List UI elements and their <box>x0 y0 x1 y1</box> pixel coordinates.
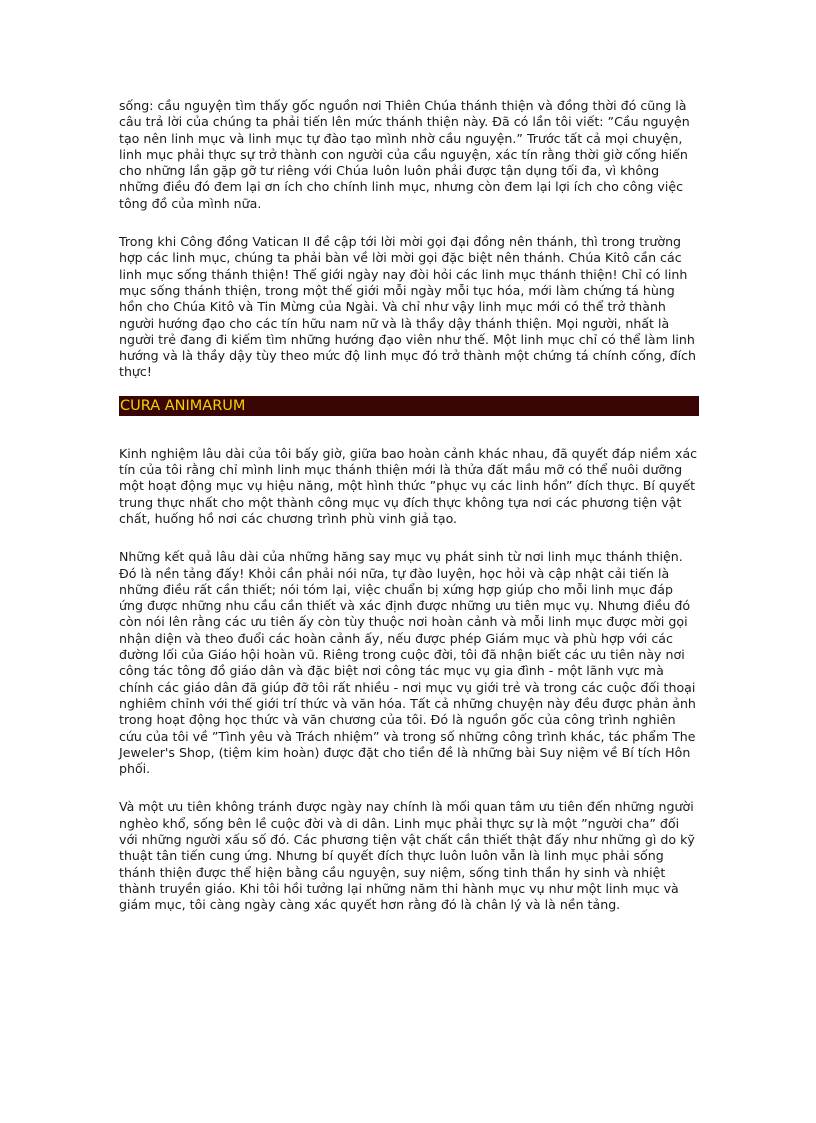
section-gap <box>119 381 699 396</box>
paragraph-poor-priority: Và một ưu tiên không tránh được ngày nay chính là mối quan tâm ưu tiên đến những người nghèo khổ, sống bên lề cuộc đời và di dân. Linh mục phải thực sự là một ”người cha” đối với những người xấu số đó. Các phương tiện vật chất cần thiết thật đấy như những gì do kỹ thuật tân tiến cung ứng. Nhưng bí quyết đích thực luôn luôn vẫn là linh mục phải sống thánh thiện được thể hiện bằng cầu nguyện, suy niệm, sống tinh thần hy sinh và nhiệt thành truyền giáo. Khi tôi hồi tưởng lại những năm thi hành mục vụ như một linh mục và giám mục, tôi càng ngày càng xác quyết hơn rằng đó là chân lý và là nền tảng. <box>119 799 695 913</box>
paragraph-gap <box>119 777 699 799</box>
paragraph-experience: Kinh nghiệm lâu dài của tôi bấy giờ, giữa bao hoàn cảnh khác nhau, đã quyết đáp niềm xác tín của tôi rằng chỉ mình linh mục thánh thiện mới là thửa đất mầu mỡ có thể nuôi dưỡng một hoạt động mục vụ hiệu năng, một hình thức ”phục vụ các linh hồn” đích thực. Bí quyết trung thực nhất cho một thành công mục vụ đích thực không tựa nơi các phương tiện vật chất, huống hồ nơi các chương trình phù vinh giả tạo. <box>119 445 698 526</box>
section-gap <box>119 416 699 446</box>
paragraph-gap <box>119 527 699 549</box>
paragraph-prayer: sống: cầu nguyện tìm thấy gốc nguồn nơi Thiên Chúa thánh thiện và đồng thời đó cũng là câu trả lời của chúng ta phải tiến lên mức thánh thiện này. Đã có lần tôi viết: ”Cầu nguyện tạo nên linh mục và linh mục tự đào tạo mình nhờ cầu nguyện.” Trước tất cả mọi chuyện, linh mục phải thực sự trở thành con người của cầu nguyện, xác tín rằng thời giờ cống hiến cho những lần gặp gỡ tư riêng với Chúa luôn luôn phải được tận dụng tối đa, vì không những điều đó đem lại ơn ích cho chính linh mục, nhưng còn đem lại lợi ích cho công việc tông đồ của mình nữa. <box>119 98 690 211</box>
paragraph-gap <box>119 212 699 234</box>
document-page <box>119 98 699 913</box>
section-heading-cura-animarum: CURA ANIMARUM <box>119 396 699 416</box>
paragraph-pastoral-priorities: Những kết quả lâu dài của những hăng say mục vụ phát sinh từ nơi linh mục thánh thiện. Đó là nền tảng đấy! Khỏi cần phải nói nữa, tự đào luyện, học hỏi và cập nhật cải tiến là những điều rất cần thiết; nói tóm lại, việc chuẩn bị xứng hợp giúp cho mỗi linh mục đáp ứng được những nhu cầu cần thiết và xác định được những ưu tiên mục vụ. Nhưng điều đó còn nói lên rằng các ưu tiên ấy còn tùy thuộc nơi hoàn cảnh và mỗi linh mục được mời gọi nhận diện và theo đuổi các hoàn cảnh ấy, nếu được phép Giám mục và phù hợp với các đường lối của Giáo hội hoàn vũ. Riêng trong cuộc đời, tôi đã nhận biết các ưu tiên này nơi công tác tông đồ giáo dân và đặc biệt nơi công tác mục vụ gia đình - một lãnh vực mà chính các giáo dân đã giúp đỡ tôi rất nhiều - nơi mục vụ giới trẻ và trong các cuộc đối thoại nghiêm chỉnh với thế giới trí thức và văn hóa. Tất cả những chuyện này đều được phản ảnh trong hoạt động học thức và văn chương của tôi. Đó là nguồn gốc của công trình nghiên cứu của tôi về ”Tình yêu và Trách nhiệm” và trong số những công trình khác, tác phẩm The Jeweler's Shop, (tiệm kim hoàn) được đặt cho tiền đề là những bài Suy niệm về Bí tích Hôn phối. <box>119 549 696 777</box>
paragraph-holiness: Trong khi Công đồng Vatican II đề cập tới lời mời gọi đại đồng nên thánh, thì trong trường hợp các linh mục, chúng ta phải bàn về lời mời gọi đặc biệt nên thánh. Chúa Kitô cần các linh mục sống thánh thiện! Thế giới ngày nay đòi hỏi các linh mục thánh thiện! Chỉ có linh mục sống thánh thiện, trong một thế giới mỗi ngày mỗi tục hóa, mới làm chứng tá hùng hồn cho Chúa Kitô và Tin Mừng của Ngài. Và chỉ như vậy linh mục mới có thể trở thành người hướng đạo cho các tín hữu nam nữ và là thầy dậy thánh thiện. Mọi người, nhất là người trẻ đang đi kiếm tìm những hướng đạo viên như thế. Một linh mục chỉ có thể làm linh hướng và là thầy dậy tùy theo mức độ linh mục đó trở thành một chứng tá chính cống, đích thực! <box>119 234 697 380</box>
